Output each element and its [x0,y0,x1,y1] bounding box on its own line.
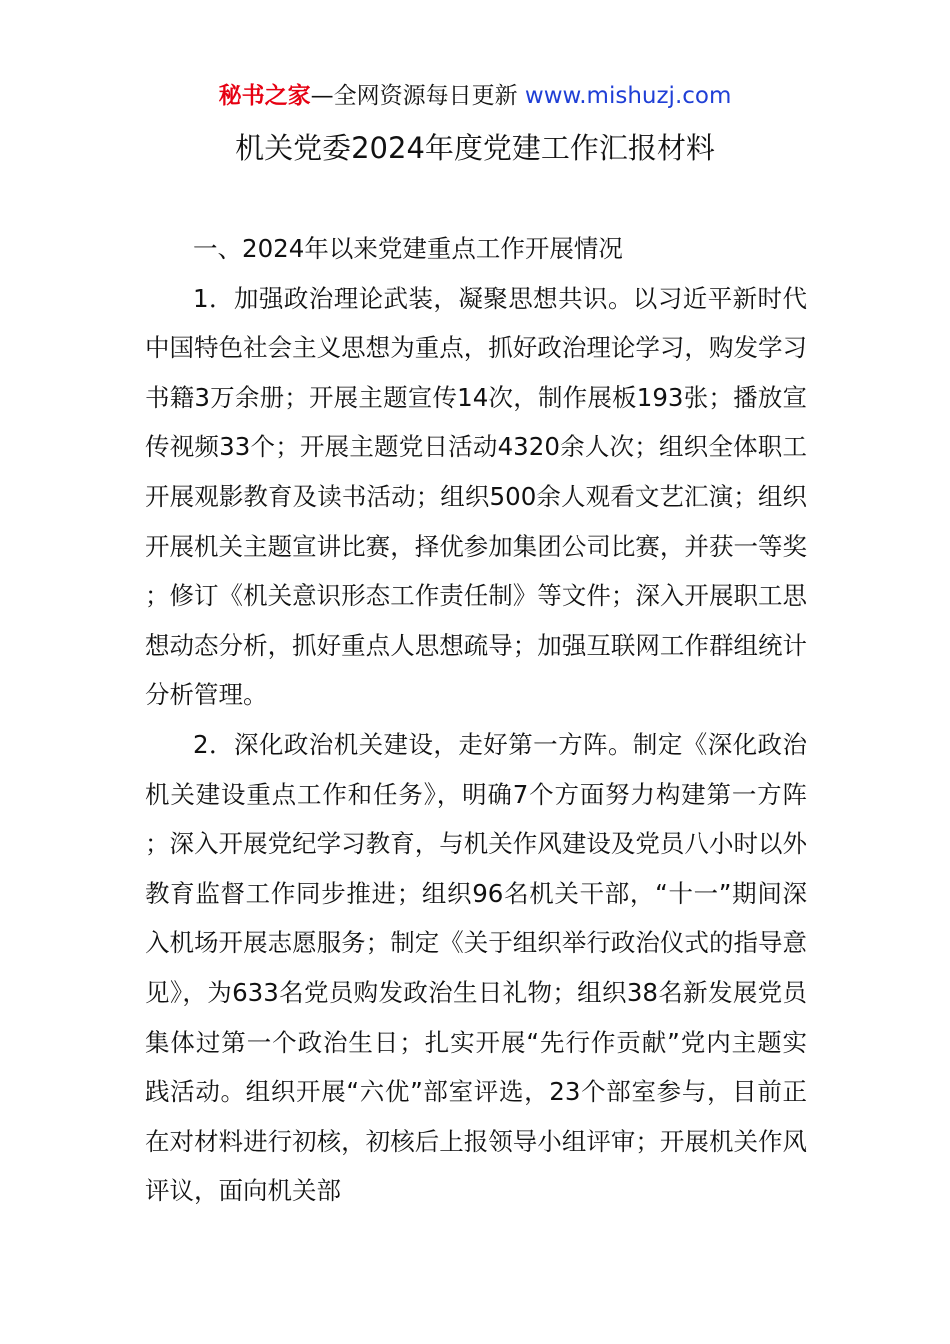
section-heading: 一、2024年以来党建重点工作开展情况 [193,234,623,263]
paragraph-2: 2．深化政治机关建设，走好第一方阵。制定《深化政治机关建设重点工作和任务》，明确7个方面努力构建第一方阵；深入开展党纪学习教育，与机关作风建设及党员八小时以外教育监督工作同步推进；组织96名机关干部，“十一”期间深入机场开展志愿服务；制定《关于组织举行政治仪式的指导意见》，为633名党员购发政治生日礼物；组织38名新发展党员集体过第一个政治生日；扎实开展“先行作贡献”党内主题实践活动。组织开展“六优”部室评选，23个部室参与，目前正在对材料进行初核，初核后上报领导小组评审；开展机关作风评议，面向机关部 [145,729,807,1206]
site-header [0,80,950,112]
site-tagline: —全网资源每日更新 [310,83,525,109]
document-title: 机关党委2024年度党建工作汇报材料 [235,131,715,165]
paragraph-1: 1．加强政治理论武装，凝聚思想共识。以习近平新时代中国特色社会主义思想为重点，抓好政治理论学习，购发学习书籍3万余册；开展主题宣传14次，制作展板193张；播放宣传视频33个；开展主题党日活动4320余人次；组织全体职工开展观影教育及读书活动；组织500余人观看文艺汇演；组织开展机关主题宣讲比赛，择优参加集团公司比赛，并获一等奖；修订《机关意识形态工作责任制》等文件；深入开展职工思想动态分析，抓好重点人思想疏导；加强互联网工作群组统计分析管理。 [145,283,807,710]
site-brand: 秘书之家 [218,83,311,109]
site-url-link[interactable]: www.mishuzj.com [524,83,732,109]
document-body [145,224,807,1216]
